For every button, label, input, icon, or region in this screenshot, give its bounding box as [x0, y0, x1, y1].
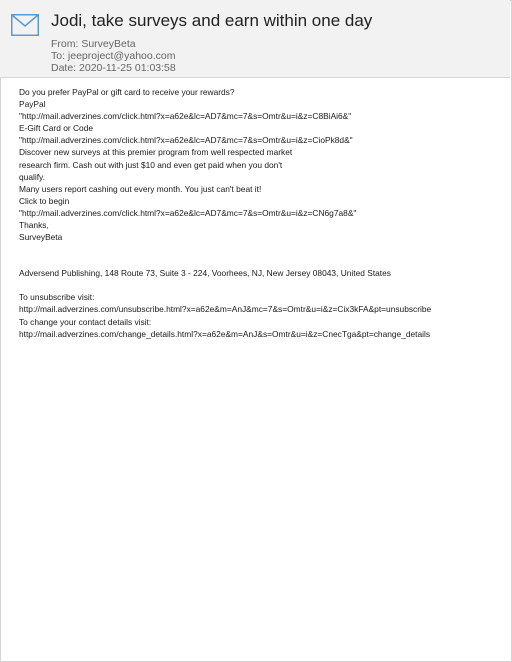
change-details-label: To change your contact details visit:	[19, 316, 152, 327]
email-to: To: jeeproject@yahoo.com	[51, 50, 176, 62]
unsubscribe-label: To unsubscribe visit:	[19, 292, 95, 303]
body-line: research firm. Cash out with just $10 and even get paid when you don't	[19, 159, 283, 170]
sign-off: Thanks,	[19, 220, 49, 231]
envelope-icon	[11, 14, 39, 36]
email-date: Date: 2020-11-25 01:03:58	[51, 62, 176, 74]
body-line: Many users report cashing out every month. You just can't beat it!	[19, 183, 262, 194]
footer-address: Adversend Publishing, 148 Route 73, Suite 3 - 224, Voorhees, NJ, New Jersey 08043, United States	[19, 268, 391, 279]
begin-label: Click to begin	[19, 195, 70, 206]
gift-card-link[interactable]: "http://mail.adverzines.com/click.html?x=a62e&lc=AD7&mc=7&s=Omtr&u=i&z=CioPk8d&"	[19, 135, 353, 146]
sender-signature: SurveyBeta	[19, 232, 63, 243]
email-from: From: SurveyBeta	[51, 38, 136, 50]
begin-link[interactable]: "http://mail.adverzines.com/click.html?x=a62e&lc=AD7&mc=7&s=Omtr&u=i&z=CN6g7a8&"	[19, 207, 357, 218]
gift-card-label: E-Gift Card or Code	[19, 123, 94, 134]
paypal-label: PayPal	[19, 99, 46, 110]
email-header	[0, 0, 510, 78]
body-line: Discover new surveys at this premier program from well respected market	[19, 147, 293, 158]
unsubscribe-link[interactable]: http://mail.adverzines.com/unsubscribe.html?x=a62e&m=AnJ&mc=7&s=Omtr&u=i&z=Cix3kFA&pt=unsubscribe	[19, 304, 432, 315]
email-body	[19, 86, 505, 340]
paypal-link[interactable]: "http://mail.adverzines.com/click.html?x=a62e&lc=AD7&mc=7&s=Omtr&u=i&z=C8BiAi6&"	[19, 111, 352, 122]
email-subject: Jodi, take surveys and earn within one day	[51, 11, 373, 30]
change-details-link[interactable]: http://mail.adverzines.com/change_details.html?x=a62e&m=AnJ&s=Omtr&u=i&z=CnecTga&pt=change_details	[19, 328, 431, 339]
body-line: Do you prefer PayPal or gift card to receive your rewards?	[19, 87, 235, 97]
body-line: qualify.	[19, 171, 45, 182]
